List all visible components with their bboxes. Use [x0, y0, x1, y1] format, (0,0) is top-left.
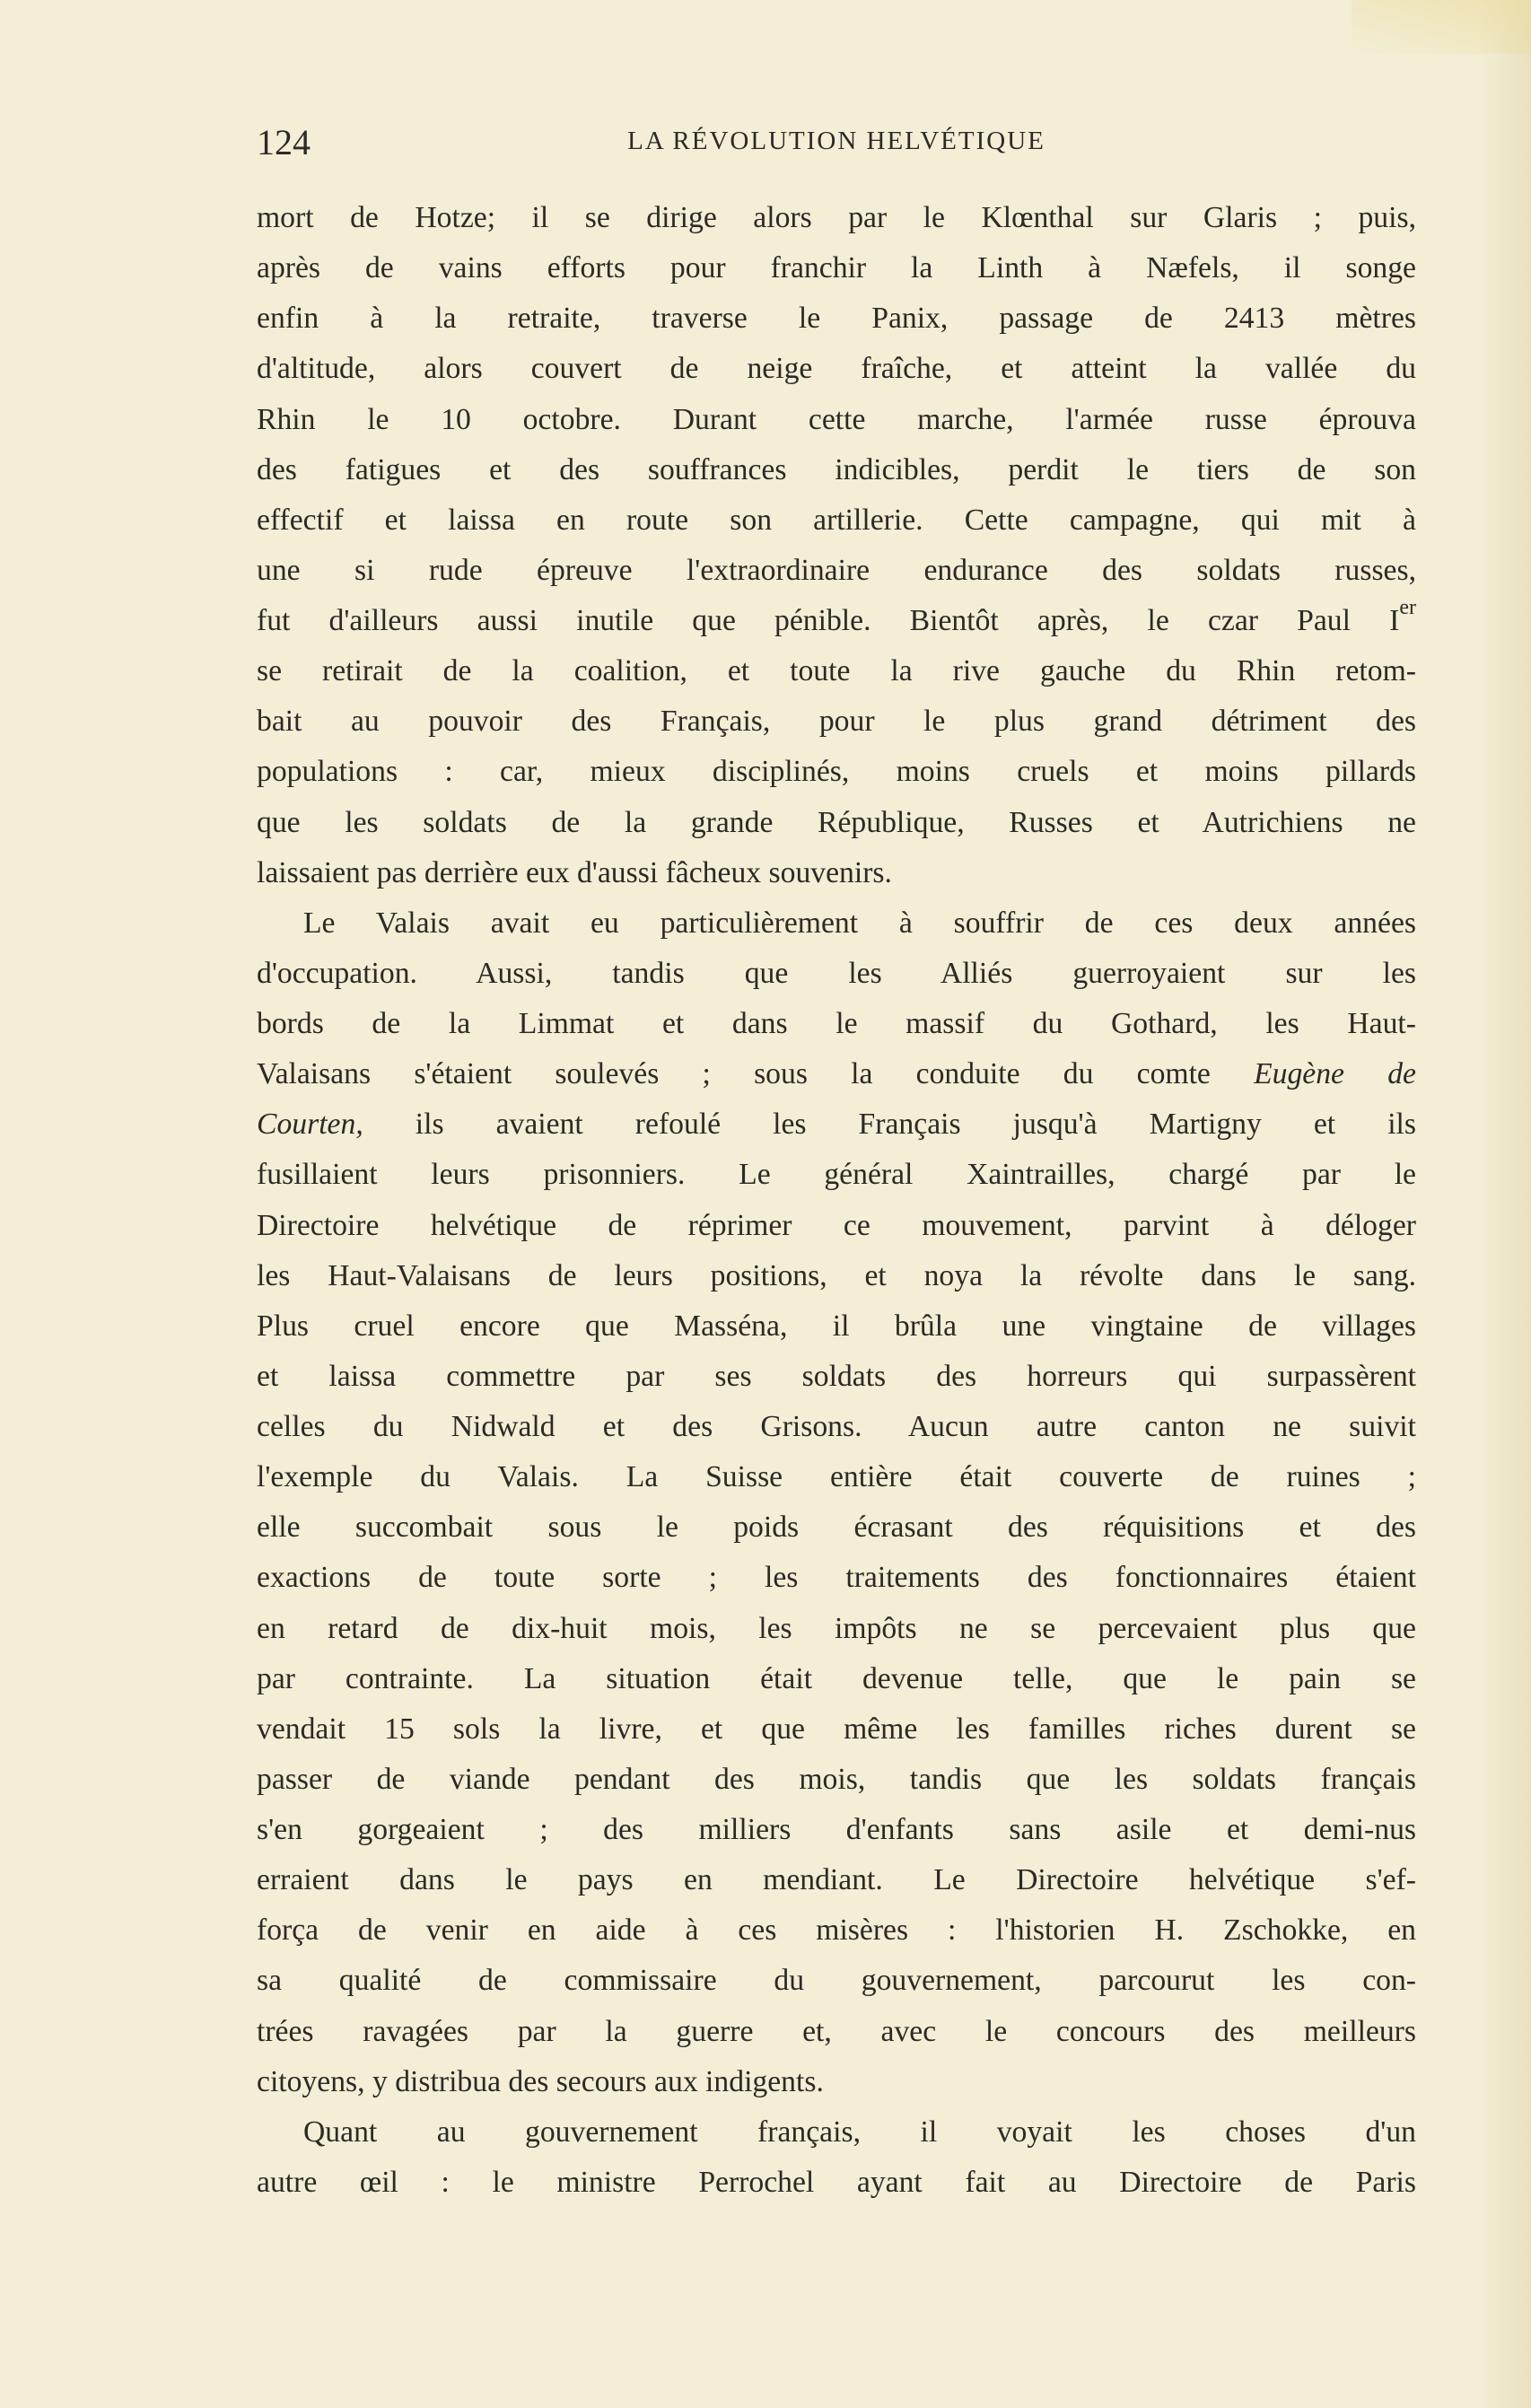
text-line — [257, 546, 1416, 596]
text-segment: fut d'ailleurs aussi inutile que pénible. Bientôt après, le czar Paul I — [257, 604, 1400, 637]
text-line — [257, 999, 1416, 1049]
text-line — [257, 898, 1416, 949]
page-corner-stain — [1352, 0, 1531, 54]
text-segment: elle succombait sous le poids écrasant des réquisitions et des — [257, 1510, 1416, 1545]
text-segment: après de vains efforts pour franchir la Linth à Næfels, il songe — [257, 251, 1416, 285]
text-line — [257, 696, 1416, 747]
text-segment: sa qualité de commissaire du gouvernement, parcourut les con- — [257, 1964, 1416, 1998]
text-line — [257, 1201, 1416, 1251]
text-line — [257, 2057, 1416, 2107]
text-line — [257, 798, 1416, 848]
text-segment: Directoire helvétique de réprimer ce mouvement, parvint à déloger — [257, 1208, 1416, 1242]
text-line — [257, 193, 1416, 243]
text-line — [257, 1301, 1416, 1352]
text-line — [257, 1755, 1416, 1805]
text-segment: une si rude épreuve l'extraordinaire endurance des soldats russes, — [257, 553, 1416, 587]
text-line — [257, 1049, 1416, 1099]
text-line — [257, 2158, 1416, 2208]
text-line — [257, 1352, 1416, 1402]
running-title: LA RÉVOLUTION HELVÉTIQUE — [627, 127, 1045, 155]
text-line — [257, 1805, 1416, 1855]
text-line — [257, 1905, 1416, 1956]
text-segment: en retard de dix-huit mois, les impôts ne se percevaient plus que — [257, 1611, 1416, 1645]
text-line — [257, 1654, 1416, 1704]
text-line — [257, 1502, 1416, 1553]
text-segment: erraient dans le pays en mendiant. Le Directoire helvétique s'ef- — [257, 1863, 1416, 1897]
text-segment: bords de la Limmat et dans le massif du Gothard, les Haut- — [257, 1007, 1416, 1040]
text-line — [257, 1150, 1416, 1200]
text-segment: mort de Hotze; il se dirige alors par le Klœnthal sur Glaris ; puis, — [257, 201, 1416, 234]
text-segment: trées ravagées par la guerre et, avec le concours des meilleurs — [257, 2014, 1416, 2048]
text-line — [257, 1452, 1416, 1502]
body-text — [257, 193, 1416, 2208]
text-segment: par contrainte. La situation était devenue telle, que le pain se — [257, 1661, 1416, 1695]
text-segment: Quant au gouvernement français, il voyait les choses d'un — [303, 2115, 1416, 2149]
text-segment: Valaisans s'étaient soulevés ; sous la conduite du comte — [257, 1057, 1255, 1091]
text-segment: et laissa commettre par ses soldats des horreurs qui surpassèrent — [257, 1359, 1416, 1393]
superscript: er — [1399, 596, 1416, 619]
text-line — [257, 848, 1416, 898]
text-line — [257, 1604, 1416, 1654]
text-line — [257, 344, 1416, 394]
text-segment: laissaient pas derrière eux d'aussi fâcheux souvenirs. — [257, 855, 892, 889]
text-line — [257, 1099, 1416, 1150]
text-segment: Le Valais avait eu particulièrement à souffrir de ces deux années — [303, 906, 1416, 940]
text-segment: des fatigues et des souffrances indicibles, perdit le tiers de son — [257, 452, 1416, 486]
text-line — [257, 2007, 1416, 2057]
text-segment: bait au pouvoir des Français, pour le plus grand détriment des — [257, 705, 1416, 739]
text-line — [257, 1553, 1416, 1603]
text-segment: se retirait de la coalition, et toute la rive gauche du Rhin retom- — [257, 654, 1416, 688]
text-line — [257, 2107, 1416, 2158]
text-segment: fusillaient leurs prisonniers. Le général Xaintrailles, chargé par le — [257, 1158, 1416, 1192]
text-line — [257, 949, 1416, 999]
text-segment: d'occupation. Aussi, tandis que les Alliés guerroyaient sur les — [257, 956, 1416, 990]
text-segment: populations : car, mieux disciplinés, moins cruels et moins pillards — [257, 755, 1416, 789]
text-line — [257, 395, 1416, 445]
text-line — [257, 1704, 1416, 1755]
text-segment: effectif et laissa en route son artillerie. Cette campagne, qui mit à — [257, 503, 1416, 537]
text-segment: ils avaient refoulé les Français jusqu'à Martigny et ils — [363, 1108, 1416, 1142]
text-line — [257, 596, 1416, 646]
text-segment: autre œil : le ministre Perrochel ayant fait au Directoire de Paris — [257, 2165, 1416, 2199]
text-segment: Rhin le 10 octobre. Durant cette marche, l'armée russe éprouva — [257, 402, 1416, 436]
text-segment: Plus cruel encore que Masséna, il brûla une vingtaine de villages — [257, 1309, 1416, 1343]
running-header — [257, 121, 1416, 166]
text-segment: vendait 15 sols la livre, et que même les familles riches durent se — [257, 1712, 1416, 1746]
text-line — [257, 445, 1416, 495]
italic-text: Eugène de — [1254, 1057, 1416, 1091]
text-segment: citoyens, y distribua des secours aux indigents. — [257, 2064, 824, 2098]
text-segment: s'en gorgeaient ; des milliers d'enfants sans asile et demi-nus — [257, 1813, 1416, 1846]
text-segment: força de venir en aide à ces misères : l'historien H. Zschokke, en — [257, 1913, 1416, 1948]
text-segment: celles du Nidwald et des Grisons. Aucun autre canton ne suivit — [257, 1410, 1416, 1443]
text-line — [257, 1251, 1416, 1301]
text-segment: l'exemple du Valais. La Suisse entière était couverte de ruines ; — [257, 1460, 1416, 1494]
text-line — [257, 1855, 1416, 1905]
text-line — [257, 1402, 1416, 1452]
text-segment: les Haut-Valaisans de leurs positions, et noya la révolte dans le sang. — [257, 1258, 1416, 1292]
text-line — [257, 646, 1416, 696]
italic-text: Courten, — [257, 1108, 363, 1142]
text-segment: que les soldats de la grande République, Russes et Autrichiens ne — [257, 805, 1416, 839]
text-line — [257, 293, 1416, 344]
text-line — [257, 1956, 1416, 2006]
text-segment: passer de viande pendant des mois, tandis que les soldats français — [257, 1762, 1416, 1796]
page-number: 124 — [257, 122, 311, 162]
page-edge-shadow — [1477, 0, 1531, 2408]
text-segment: enfin à la retraite, traverse le Panix, passage de 2413 mètres — [257, 302, 1416, 336]
text-line — [257, 747, 1416, 797]
text-segment: exactions de toute sorte ; les traitements des fonctionnaires étaient — [257, 1561, 1416, 1595]
text-line — [257, 243, 1416, 293]
text-line — [257, 495, 1416, 546]
text-segment: d'altitude, alors couvert de neige fraîche, et atteint la vallée du — [257, 352, 1416, 386]
